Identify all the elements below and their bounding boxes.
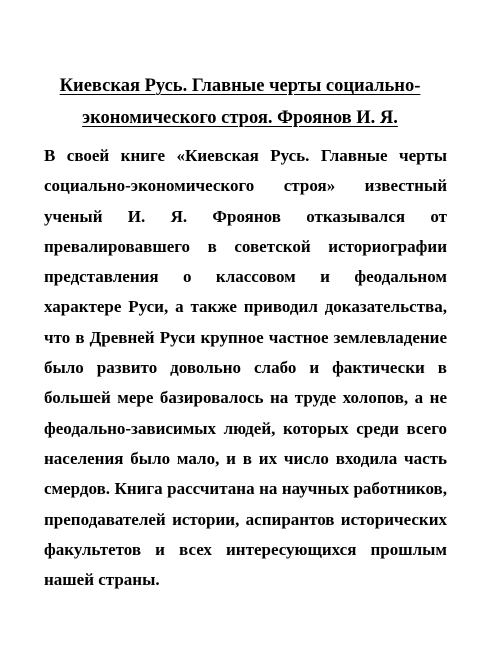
body-line-1: В своей книге «Киевская Русь. Главные черты	[44, 146, 447, 165]
body-line-4: превалировавшего в советской историографии	[44, 236, 447, 256]
body-line-6: характере Руси, а также приводил доказательства,	[44, 297, 447, 317]
body-line-3: ученый И. Я. Фроянов отказывался от	[44, 206, 447, 226]
document-body	[44, 141, 447, 595]
body-line-7: что в Древней Руси крупное частное землевладение	[44, 327, 447, 347]
title-line-2: экономического строя. Фроянов И. Я.	[82, 108, 398, 128]
body-line-8: было развито довольно слабо и фактически в	[44, 358, 447, 378]
body-line-12: смердов. Книга рассчитана на научных работников,	[44, 479, 447, 499]
body-line-10: феодально-зависимых людей, которых среди всего	[44, 418, 447, 438]
title-line-1: Киевская Русь. Главные черты социально-	[59, 76, 421, 96]
body-line-5: представления о классовом и феодальном	[44, 267, 447, 287]
body-line-15: нашей страны.	[44, 570, 160, 590]
body-line-2: социально-экономического строя» известный	[44, 176, 447, 196]
body-line-14: факультетов и всех интересующихся прошлым	[44, 539, 447, 559]
body-line-9: большей мере базировалось на труде холопов, а не	[44, 388, 447, 408]
body-line-13: преподавателей истории, аспирантов исторических	[44, 509, 447, 529]
document-title	[40, 70, 440, 134]
body-line-11: населения было мало, и в их число входила часть	[44, 448, 447, 468]
